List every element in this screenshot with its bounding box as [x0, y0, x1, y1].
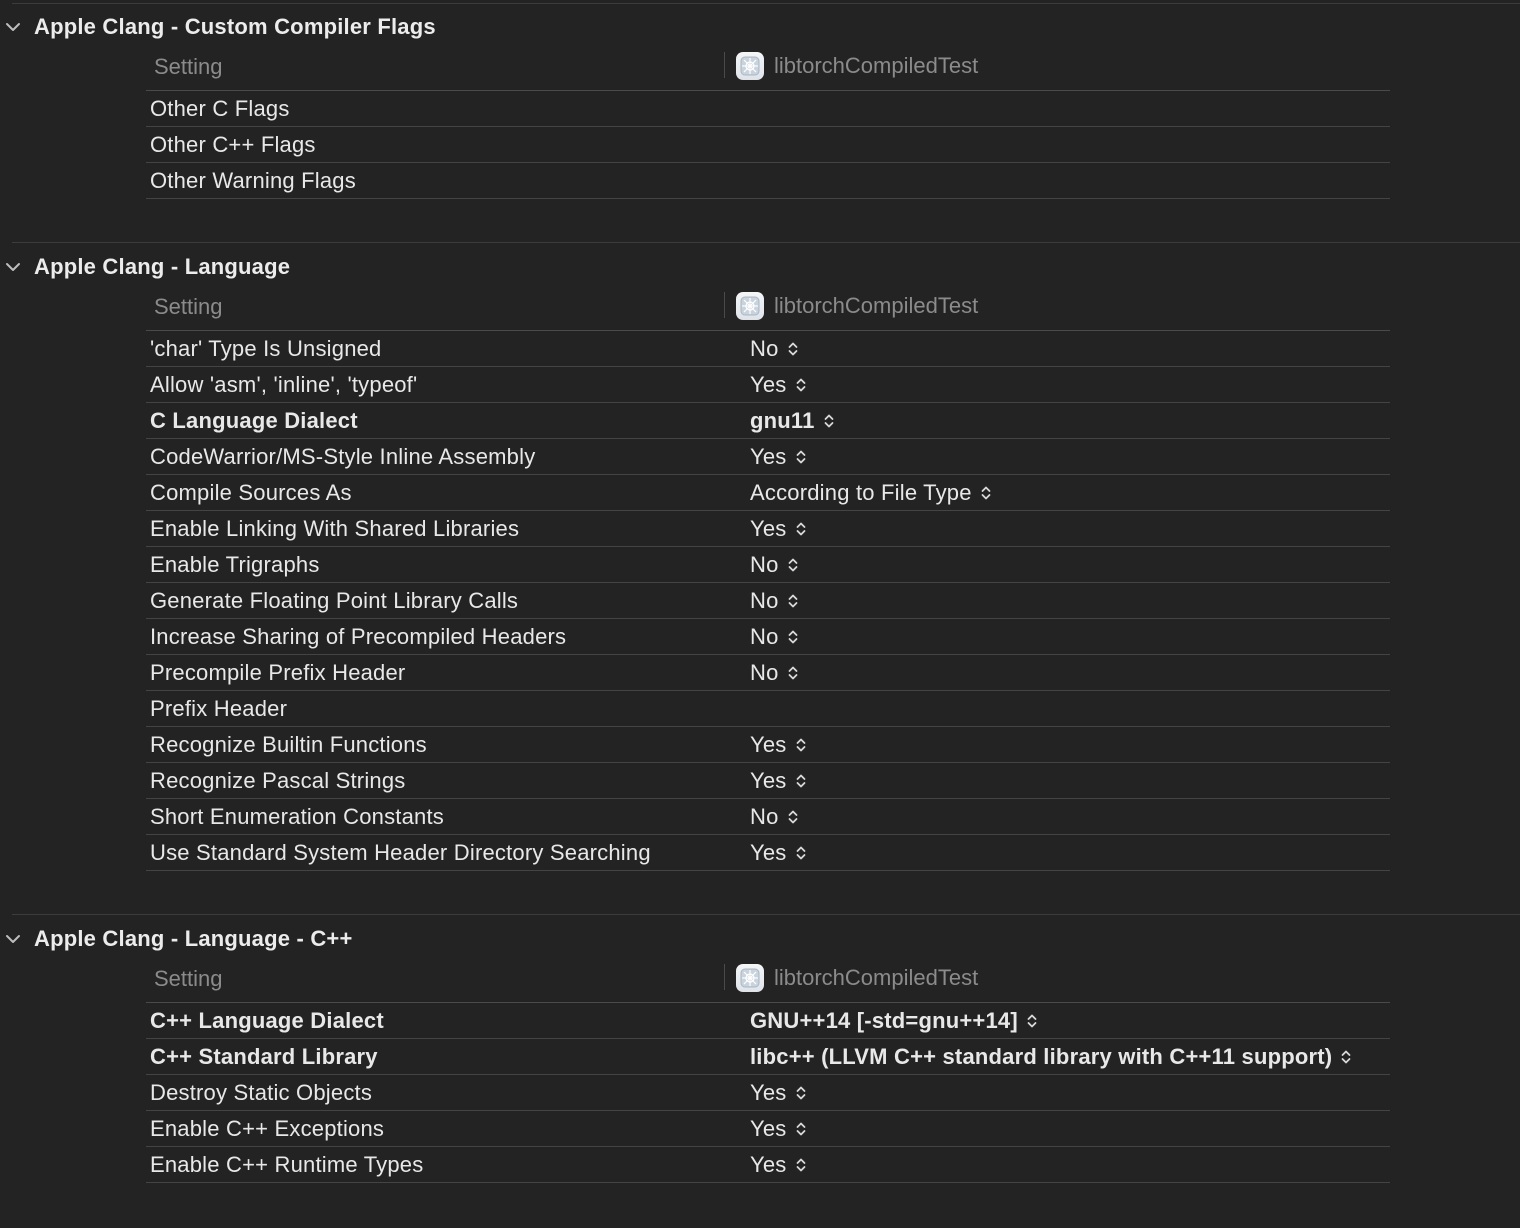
column-divider[interactable]	[724, 292, 725, 318]
setting-value: Yes	[750, 1152, 787, 1177]
chevron-down-icon[interactable]	[4, 258, 22, 276]
setting-name: Other C++ Flags	[150, 132, 316, 157]
setting-name: Compile Sources As	[150, 480, 352, 505]
application-target-icon	[736, 964, 764, 992]
setting-value: No	[750, 552, 779, 577]
up-down-stepper-icon[interactable]	[795, 1156, 807, 1174]
setting-value-popup[interactable]	[750, 1008, 1038, 1034]
setting-name: Allow 'asm', 'inline', 'typeof'	[150, 372, 418, 397]
settings-table	[146, 956, 1390, 1183]
up-down-stepper-icon[interactable]	[1340, 1048, 1352, 1066]
setting-row[interactable]	[146, 475, 1390, 511]
setting-row[interactable]	[146, 583, 1390, 619]
up-down-stepper-icon[interactable]	[823, 412, 835, 430]
setting-value: Yes	[750, 1080, 787, 1105]
setting-row[interactable]	[146, 1039, 1390, 1075]
chevron-down-icon[interactable]	[4, 930, 22, 948]
up-down-stepper-icon[interactable]	[980, 484, 992, 502]
setting-value: No	[750, 804, 779, 829]
column-header	[146, 284, 1390, 331]
setting-row[interactable]	[146, 835, 1390, 871]
setting-name: Enable Trigraphs	[150, 552, 320, 577]
setting-value: gnu11	[750, 408, 815, 433]
application-target-icon	[736, 292, 764, 320]
setting-row[interactable]	[146, 1147, 1390, 1183]
setting-row[interactable]	[146, 1075, 1390, 1111]
setting-row[interactable]	[146, 691, 1390, 727]
setting-column-header[interactable]: Setting	[154, 966, 223, 991]
setting-value: No	[750, 624, 779, 649]
section-title: Apple Clang - Language - C++	[34, 926, 353, 951]
setting-value-popup[interactable]	[750, 1044, 1352, 1070]
target-column-header[interactable]	[736, 958, 978, 998]
up-down-stepper-icon[interactable]	[1026, 1012, 1038, 1030]
setting-value-popup[interactable]	[750, 552, 799, 578]
up-down-stepper-icon[interactable]	[795, 520, 807, 538]
setting-value-popup[interactable]	[750, 408, 835, 434]
up-down-stepper-icon[interactable]	[795, 844, 807, 862]
target-column-header[interactable]	[736, 46, 978, 86]
up-down-stepper-icon[interactable]	[795, 448, 807, 466]
setting-name: Other Warning Flags	[150, 168, 356, 193]
up-down-stepper-icon[interactable]	[795, 1084, 807, 1102]
setting-name: Enable C++ Runtime Types	[150, 1152, 424, 1177]
setting-name: CodeWarrior/MS-Style Inline Assembly	[150, 444, 536, 469]
up-down-stepper-icon[interactable]	[795, 1120, 807, 1138]
up-down-stepper-icon[interactable]	[787, 592, 799, 610]
up-down-stepper-icon[interactable]	[787, 808, 799, 826]
setting-name: Enable Linking With Shared Libraries	[150, 516, 520, 541]
column-header	[146, 44, 1390, 91]
setting-row[interactable]	[146, 547, 1390, 583]
setting-name: Enable C++ Exceptions	[150, 1116, 385, 1141]
section-divider	[12, 914, 1520, 915]
setting-name: Short Enumeration Constants	[150, 804, 444, 829]
setting-row[interactable]	[146, 439, 1390, 475]
section-title: Apple Clang - Language	[34, 254, 291, 279]
settings-table	[146, 284, 1390, 871]
setting-name: C++ Language Dialect	[150, 1008, 384, 1033]
target-column-header[interactable]	[736, 286, 978, 326]
setting-name: 'char' Type Is Unsigned	[150, 336, 382, 361]
up-down-stepper-icon[interactable]	[787, 628, 799, 646]
application-target-icon	[736, 52, 764, 80]
setting-name: Increase Sharing of Precompiled Headers	[150, 624, 567, 649]
setting-value: Yes	[750, 1116, 787, 1141]
setting-name: Precompile Prefix Header	[150, 660, 406, 685]
setting-value-popup[interactable]	[750, 1116, 807, 1142]
setting-row[interactable]	[146, 163, 1390, 199]
setting-name: C++ Standard Library	[150, 1044, 378, 1069]
setting-value: No	[750, 336, 779, 361]
setting-value: Yes	[750, 732, 787, 757]
setting-value: GNU++14 [-std=gnu++14]	[750, 1008, 1018, 1033]
setting-row[interactable]	[146, 619, 1390, 655]
setting-value: Yes	[750, 444, 787, 469]
setting-name: Generate Floating Point Library Calls	[150, 588, 519, 613]
setting-value-popup[interactable]	[750, 660, 799, 686]
setting-name: Recognize Builtin Functions	[150, 732, 427, 757]
setting-value-popup[interactable]	[750, 840, 807, 866]
setting-row[interactable]	[146, 511, 1390, 547]
column-header	[146, 956, 1390, 1003]
setting-value-popup[interactable]	[750, 336, 799, 362]
setting-value: libc++ (LLVM C++ standard library with C++11 support)	[750, 1044, 1333, 1069]
setting-value: Yes	[750, 840, 787, 865]
up-down-stepper-icon[interactable]	[787, 664, 799, 682]
setting-column-header[interactable]: Setting	[154, 54, 223, 79]
column-divider[interactable]	[724, 52, 725, 78]
column-divider[interactable]	[724, 964, 725, 990]
setting-value-popup[interactable]	[750, 444, 807, 470]
setting-name: Prefix Header	[150, 696, 288, 721]
setting-row[interactable]	[146, 655, 1390, 691]
setting-value: Yes	[750, 768, 787, 793]
setting-name: Destroy Static Objects	[150, 1080, 373, 1105]
up-down-stepper-icon[interactable]	[795, 772, 807, 790]
setting-value-popup[interactable]	[750, 1152, 807, 1178]
up-down-stepper-icon[interactable]	[795, 736, 807, 754]
setting-value: No	[750, 660, 779, 685]
setting-name: Use Standard System Header Directory Searching	[150, 840, 651, 865]
target-name: libtorchCompiledTest	[774, 293, 979, 318]
section-title: Apple Clang - Custom Compiler Flags	[34, 14, 436, 39]
setting-value-popup[interactable]	[750, 516, 807, 542]
up-down-stepper-icon[interactable]	[787, 340, 799, 358]
up-down-stepper-icon[interactable]	[787, 556, 799, 574]
setting-value-popup[interactable]	[750, 624, 799, 650]
setting-name: Recognize Pascal Strings	[150, 768, 406, 793]
settings-section	[0, 242, 1520, 243]
setting-row[interactable]	[146, 331, 1390, 367]
setting-row[interactable]	[146, 91, 1390, 127]
setting-row[interactable]	[146, 367, 1390, 403]
setting-value-popup[interactable]	[750, 804, 799, 830]
setting-row[interactable]	[146, 763, 1390, 799]
setting-value-popup[interactable]	[750, 588, 799, 614]
settings-section	[0, 914, 1520, 915]
setting-row[interactable]	[146, 1111, 1390, 1147]
setting-value: According to File Type	[750, 480, 972, 505]
setting-value-popup[interactable]	[750, 732, 807, 758]
setting-value-popup[interactable]	[750, 768, 807, 794]
setting-row[interactable]	[146, 799, 1390, 835]
up-down-stepper-icon[interactable]	[795, 376, 807, 394]
setting-row[interactable]	[146, 127, 1390, 163]
setting-value: Yes	[750, 516, 787, 541]
setting-value: Yes	[750, 372, 787, 397]
setting-value-popup[interactable]	[750, 1080, 807, 1106]
setting-row[interactable]	[146, 403, 1390, 439]
setting-name: Other C Flags	[150, 96, 290, 121]
setting-name: C Language Dialect	[150, 408, 358, 433]
setting-column-header[interactable]: Setting	[154, 294, 223, 319]
chevron-down-icon[interactable]	[4, 18, 22, 36]
target-name: libtorchCompiledTest	[774, 53, 979, 78]
setting-value-popup[interactable]	[750, 480, 992, 506]
setting-row[interactable]	[146, 1003, 1390, 1039]
target-name: libtorchCompiledTest	[774, 965, 979, 990]
setting-value: No	[750, 588, 779, 613]
setting-value-popup[interactable]	[750, 372, 807, 398]
setting-row[interactable]	[146, 727, 1390, 763]
settings-table	[146, 44, 1390, 199]
section-divider	[12, 242, 1520, 243]
